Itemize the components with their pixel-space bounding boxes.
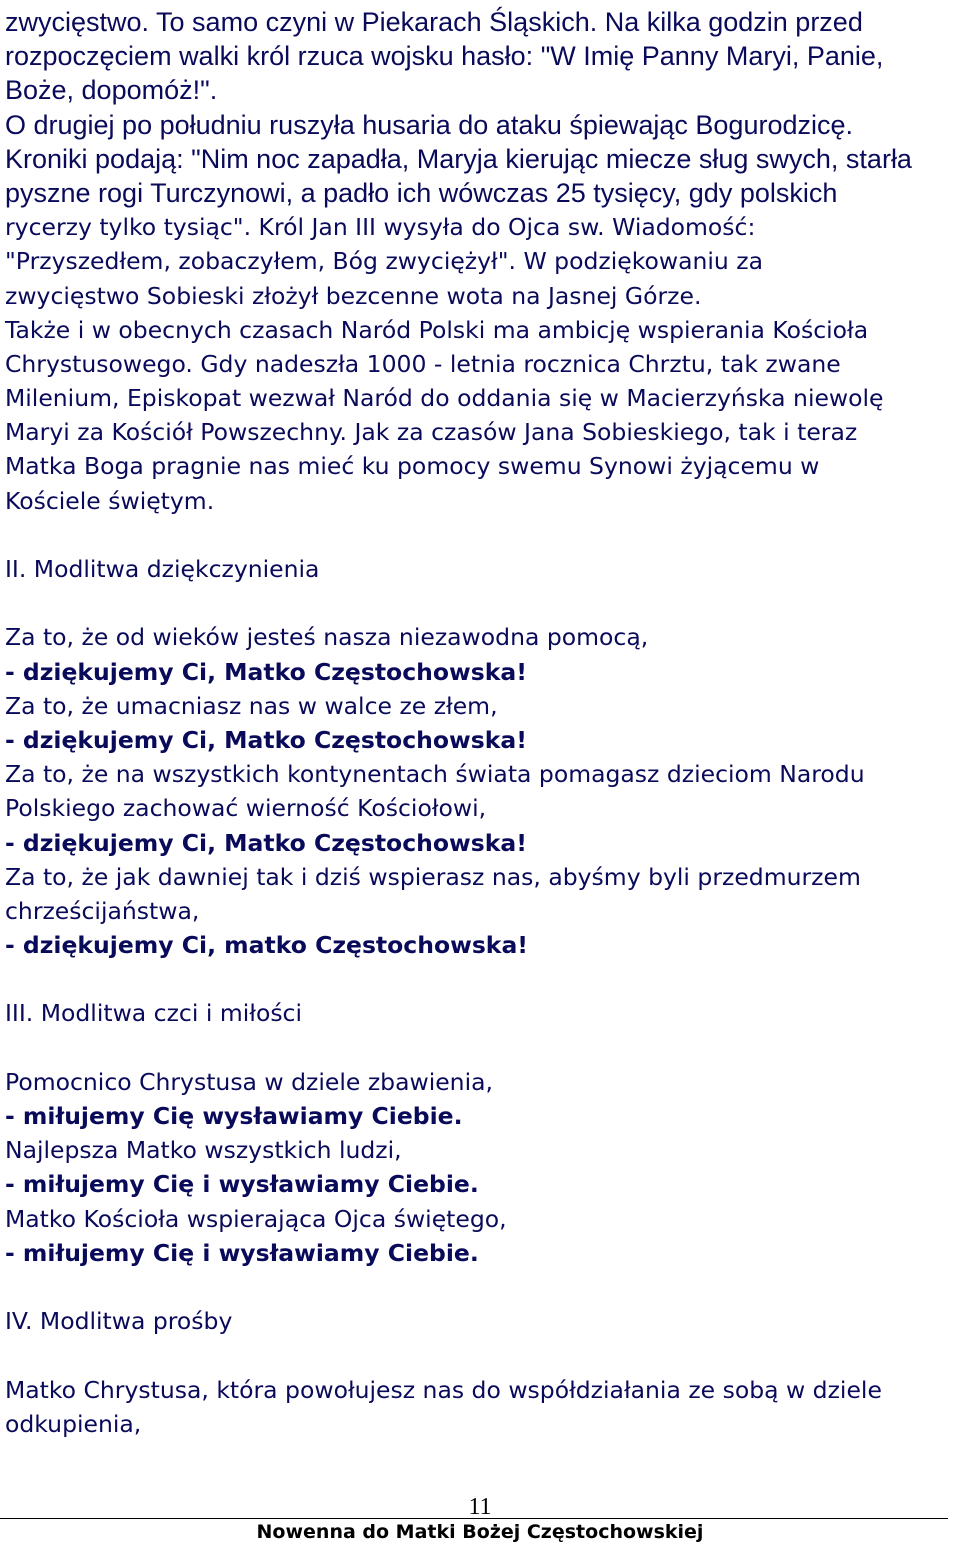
text-line: Za to, że umacniasz nas w walce ze złem, (5, 691, 498, 720)
text-line: Za to, że jak dawniej tak i dziś wspierasz nas, abyśmy byli przedmurzem (5, 862, 861, 891)
response-line: - miłujemy Cię i wysławiamy Ciebie. (5, 1238, 479, 1267)
text-line: odkupienia, (5, 1409, 142, 1438)
text-line: Matko Kościoła wspierająca Ojca świętego, (5, 1204, 507, 1233)
text-line: III. Modlitwa czci i miłości (5, 999, 303, 1028)
response-line: - dziękujemy Ci, Matko Częstochowska! (5, 828, 527, 857)
text-line: Pomocnico Chrystusa w dziele zbawienia, (5, 1067, 493, 1096)
text-line: II. Modlitwa dziękczynienia (5, 555, 320, 583)
text-line: rozpoczęciem walki król rzuca wojsku hasło: "W Imię Panny Maryi, Panie, (5, 41, 884, 72)
text-line: O drugiej po południu ruszyła husaria do ataku śpiewając Bogurodzicę. (5, 109, 854, 140)
blank-line (5, 1031, 960, 1065)
text-line: zwycięstwo Sobieski złożył bezcenne wota na Jasnej Górze. (5, 281, 702, 310)
text-line: Kościele świętym. (5, 486, 215, 515)
text-line: Milenium, Episkopat wezwał Naród do oddania się w Macierzyńska niewolę (5, 384, 884, 413)
text-line: Za to, że od wieków jesteś nasza niezawodna pomocą, (5, 623, 649, 652)
text-line: Boże, dopomóż!". (5, 75, 218, 106)
text-line: Także i w obecnych czasach Naród Polski ma ambicję wspierania Kościoła (5, 315, 869, 344)
text-line: Najlepsza Matko wszystkich ludzi, (5, 1136, 402, 1165)
text-line: chrześcijaństwa, (5, 896, 200, 925)
text-line: pyszne rogi Turczynowi, a padło ich wówczas 25 tysięcy, gdy polskich (5, 177, 838, 208)
page-number: 11 (468, 1494, 492, 1520)
blank-line (5, 1270, 960, 1304)
blank-line (5, 518, 960, 552)
text-line: Maryi za Kościół Powszechny. Jak za czasów Jana Sobieskiego, tak i teraz (5, 418, 858, 447)
text-line: Chrystusowego. Gdy nadeszła 1000 - letnia rocznica Chrztu, tak zwane (5, 349, 841, 378)
text-line: rycerzy tylko tysiąc". Król Jan III wysyła do Ojca sw. Wiadomość: (5, 213, 756, 242)
response-line: - miłujemy Cię wysławiamy Ciebie. (5, 1102, 463, 1130)
text-line: Kroniki podają: "Nim noc zapadła, Maryja kierując miecze sług swych, starła (5, 143, 912, 174)
response-line: - miłujemy Cię i wysławiamy Ciebie. (5, 1170, 479, 1199)
text-line: Matko Chrystusa, która powołujesz nas do współdziałania ze sobą w dziele (5, 1375, 882, 1404)
footer-title: Nowenna do Matki Bożej Częstochowskiej (256, 1521, 704, 1543)
text-line: zwycięstwo. To samo czyni w Piekarach Śląskich. Na kilka godzin przed (5, 7, 863, 37)
document-body (5, 5, 960, 1441)
text-line: Za to, że na wszystkich kontynentach świata pomagasz dzieciom Narodu (5, 760, 865, 789)
blank-line (5, 1338, 960, 1372)
footer-divider (0, 1518, 948, 1519)
response-line: - dziękujemy Ci, Matko Częstochowska! (5, 725, 527, 754)
text-line: Polskiego zachować wierność Kościołowi, (5, 794, 487, 823)
text-line: Matka Boga pragnie nas mieć ku pomocy swemu Synowi żyjącemu w (5, 452, 820, 481)
blank-line (5, 962, 960, 996)
response-line: - dziękujemy Ci, Matko Częstochowska! (5, 657, 527, 686)
text-line: "Przyszedłem, zobaczyłem, Bóg zwyciężył". W podziękowaniu za (5, 247, 764, 276)
blank-line (5, 586, 960, 620)
text-line: IV. Modlitwa prośby (5, 1307, 233, 1336)
response-line: - dziękujemy Ci, matko Częstochowska! (5, 931, 529, 960)
